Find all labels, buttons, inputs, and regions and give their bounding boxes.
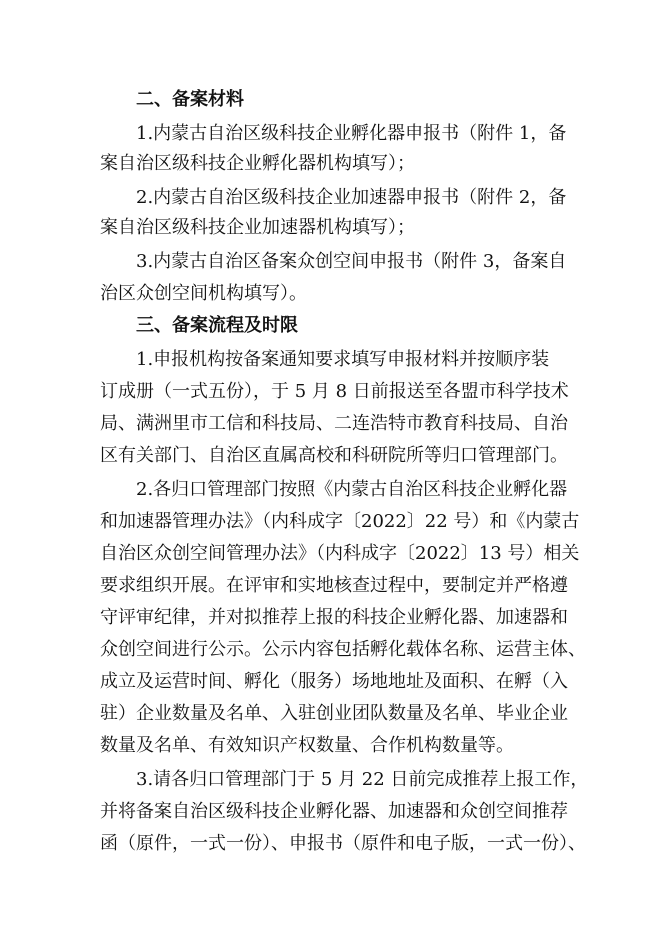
paragraph-line: 要求组织开展。在评审和实地核查过程中，要制定并严格遵 <box>100 575 568 596</box>
paragraph-line: 治区众创空间机构填写）。 <box>100 283 307 304</box>
paragraph-line: 驻）企业数量及名单、入驻创业团队数量及名单、毕业企业 <box>100 703 568 724</box>
paragraph-line: 并将备案自治区级科技企业孵化器、加速器和众创空间推荐 <box>100 801 568 822</box>
paragraph-line: 区有关部门、自治区直属高校和科研院所等归口管理部门。 <box>100 445 568 466</box>
paragraph-line: 3.请各归口管理部门于 5 月 22 日前完成推荐上报工作， <box>136 769 589 790</box>
paragraph-line: 成立及运营时间、孵化（服务）场地地址及面积、在孵（入 <box>100 671 568 692</box>
paragraph-line: 和加速器管理办法》（内科成字〔2022〕22 号）和《内蒙古 <box>100 511 580 532</box>
section-heading-process: 三、备案流程及时限 <box>136 315 298 336</box>
paragraph-line: 案自治区级科技企业加速器机构填写）； <box>100 217 415 238</box>
paragraph-line: 1.内蒙古自治区级科技企业孵化器申报书（附件 1，备 <box>136 123 567 144</box>
paragraph-line: 数量及名单、有效知识产权数量、合作机构数量等。 <box>100 735 514 756</box>
paragraph-line: 2.各归口管理部门按照《内蒙古自治区科技企业孵化器 <box>136 479 568 500</box>
paragraph-line: 3.内蒙古自治区备案众创空间申报书（附件 3，备案自 <box>136 251 567 272</box>
paragraph-line: 1.申报机构按备案通知要求填写申报材料并按顺序装 <box>136 349 550 370</box>
paragraph-line: 局、满洲里市工信和科技局、二连浩特市教育科技局、自治 <box>100 413 568 434</box>
paragraph-line: 众创空间进行公示。公示内容包括孵化载体名称、运营主体、 <box>100 639 586 660</box>
paragraph-line: 订成册（一式五份），于 5 月 8 日前报送至各盟市科学技术 <box>100 381 569 402</box>
paragraph-line: 自治区众创空间管理办法》（内科成字〔2022〕13 号）相关 <box>100 543 580 564</box>
paragraph-line: 守评审纪律，并对拟推荐上报的科技企业孵化器、加速器和 <box>100 607 568 628</box>
paragraph-line: 案自治区级科技企业孵化器机构填写）； <box>100 153 415 174</box>
section-heading-materials: 二、备案材料 <box>136 89 244 110</box>
paragraph-line: 2.内蒙古自治区级科技企业加速器申报书（附件 2，备 <box>136 187 567 208</box>
paragraph-line: 函（原件，一式一份）、申报书（原件和电子版，一式一份）、 <box>100 833 586 854</box>
